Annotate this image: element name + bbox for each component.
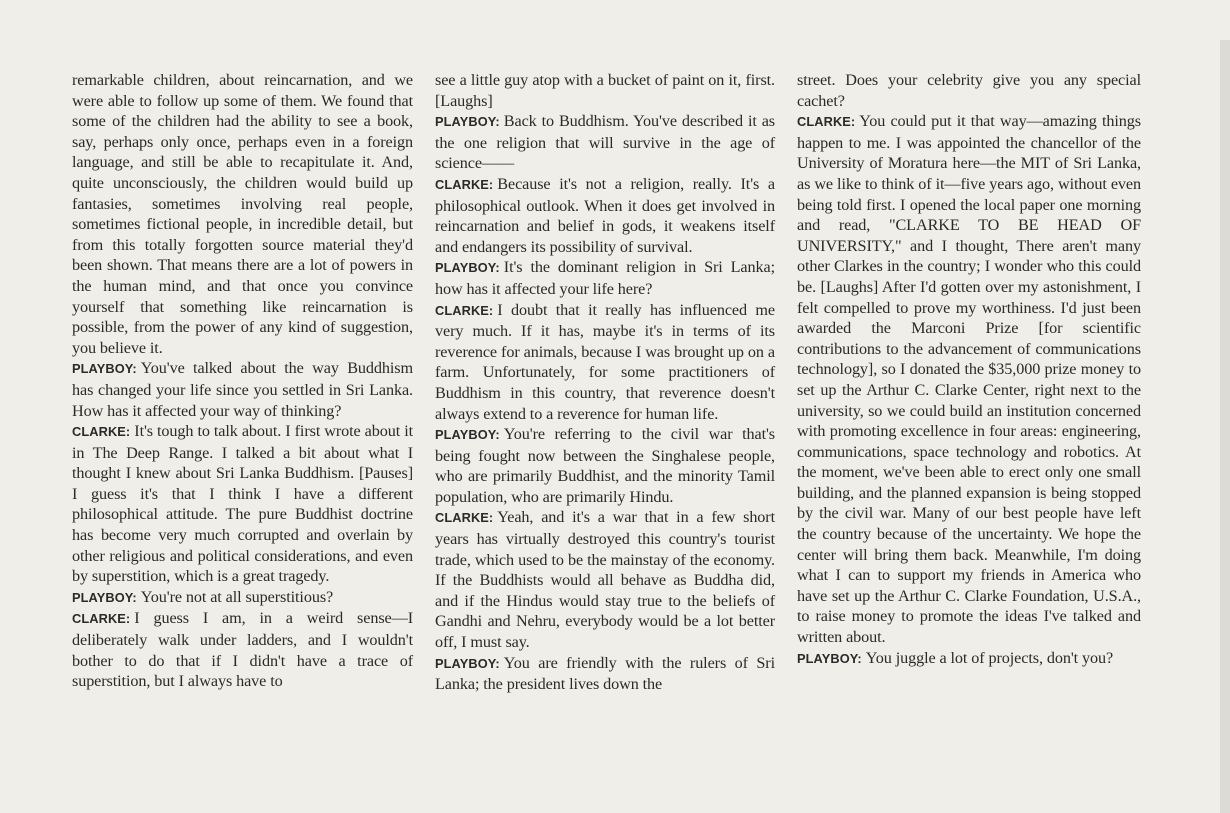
interview-paragraph (435, 653, 775, 695)
text-column-1 (72, 70, 413, 692)
paragraph-text: Back to Buddhism. You've described it as the one religion that will survive in the age of science—— (435, 112, 775, 173)
paragraph-text: It's the dominant religion in Sri Lanka; how has it affected your life here? (435, 258, 775, 298)
speaker-label: PLAYBOY: (72, 361, 137, 377)
paragraph-text: You juggle a lot of projects, don't you? (865, 648, 1114, 667)
paragraph-text: remarkable children, about reincarnation, and we were able to follow up some of them. We found that some of the children had the ability to see a book, say, perhaps only once, perhaps even in a foreign language, and still be able to recapitulate it. And, quite unconsciously, the children would build up fantasies, sometimes involving real people, sometimes fictional people, in incredible detail, but from this totally forgotten source material they'd been shown. That means there are a lot of powers in the human mind, and that once you convince yourself that something like reincarnation is possible, from the power of any kind of suggestion, you believe it. (72, 71, 413, 357)
speaker-label: PLAYBOY: (797, 650, 862, 666)
interview-paragraph (797, 70, 1141, 111)
interview-paragraph (72, 608, 413, 691)
paragraph-text: street. Does your celebrity give you any special cachet? (797, 71, 1141, 110)
speaker-label: PLAYBOY: (435, 260, 500, 276)
paragraph-text: You are friendly with the rulers of Sri Lanka; the president lives down the (435, 653, 775, 694)
interview-paragraph (797, 111, 1141, 647)
interview-paragraph (435, 70, 775, 111)
speaker-label: CLARKE: (72, 424, 131, 440)
paragraph-text: I guess I am, in a weird sense—I deliberately walk under ladders, and I wouldn't bother to do that if I didn't have a trace of superstition, but I always have to (72, 609, 413, 691)
interview-paragraph (72, 421, 413, 587)
paragraph-text: You're referring to the civil war that's being fought now between the Singhalese people, who are primarily Buddhist, and the minority Tamil population, who are primarily Hindu. (435, 425, 775, 506)
paragraph-text: You could put it that way—amazing things happen to me. I was appointed the chancellor of the University of Moratura here—the MIT of Sri Lanka, as we like to think of it—five years ago, without even being told first. I opened the local paper one morning and read, "CLARKE TO BE HEAD OF UNIVERSITY," and I thought, There aren't many other Clarkes in the country; I wonder who this could be. [Laughs] After I'd gotten over my astonishment, I felt compelled to prove my worthiness. I'd just been awarded the Marconi Prize [for scientific contributions to the advancement of communications technology], so I donated the $35,000 prize money to set up the Arthur C. Clarke Center, right next to the university, so we could build an institution concerned with promoting excellence in four areas: engineering, communications, space technology and robotics. At the moment, we've been able to erect only one small building, and the planned expansion is being stopped by the civil war. Many of our best people have left the country because of the uncertainty. We hope the center will bring them back. Meanwhile, I'm doing what I can to support my friends in America who have set up the Arthur C. Clarke Foundation, U.S.A., to raise money to promote the ideas I've talked and written about. (797, 112, 1141, 647)
interview-paragraph (435, 507, 775, 652)
interview-paragraph (72, 587, 413, 609)
speaker-label: CLARKE: (435, 302, 494, 318)
paragraph-text: You're not at all superstitious? (140, 587, 334, 606)
text-column-2 (435, 70, 775, 695)
speaker-label: PLAYBOY: (72, 589, 137, 605)
speaker-label: CLARKE: (797, 114, 856, 130)
text-column-3 (797, 70, 1141, 669)
paragraph-text: I doubt that it really has influenced me very much. If it has, maybe it's in terms of its reverence for animals, because I was brought up on a farm. Unfortunately, for some practitioners of Buddhism in this country, that reverence doesn't always extend to a reverence for human life. (435, 300, 775, 423)
interview-paragraph (435, 111, 775, 174)
speaker-label: PLAYBOY: (435, 655, 500, 671)
speaker-label: CLARKE: (435, 176, 494, 192)
speaker-label: CLARKE: (435, 510, 494, 526)
paragraph-text: It's tough to talk about. I first wrote about it in The Deep Range. I talked a bit about what I thought I knew about Sri Lanka Buddhism. [Pauses] I guess it's that I think I have a different philosophical attitude. The pure Buddhist doctrine has become very much corrupted and overlain by other religious and political considerations, and even by superstition, which is a great tragedy. (72, 422, 413, 586)
speaker-label: PLAYBOY: (435, 427, 500, 443)
paragraph-text: see a little guy atop with a bucket of paint on it, first. [Laughs] (435, 71, 775, 110)
page-edge (1220, 40, 1230, 813)
paragraph-text: Because it's not a religion, really. It's a philosophical outlook. When it does get involved in reincarnation and belief in gods, it weakens itself and endangers its possibility of survival. (435, 174, 775, 256)
speaker-label: CLARKE: (72, 611, 131, 627)
interview-paragraph (435, 300, 775, 425)
interview-paragraph (72, 70, 413, 358)
interview-paragraph (435, 424, 775, 507)
interview-paragraph (435, 174, 775, 257)
paragraph-text: You've talked about the way Buddhism has changed your life since you settled in Sri Lanka. How has it affected your way of thinking? (72, 359, 413, 420)
interview-paragraph (797, 648, 1141, 670)
speaker-label: PLAYBOY: (435, 114, 500, 130)
interview-paragraph (72, 358, 413, 421)
paragraph-text: Yeah, and it's a war that in a few short years has virtually destroyed this country's tourist trade, which used to be the mainstay of the economy. If the Buddhists would all behave as Buddha did, and if the Hindus would stay true to the beliefs of Gandhi and Nehru, everybody would be a lot better off, I must say. (435, 508, 775, 652)
interview-paragraph (435, 257, 775, 299)
